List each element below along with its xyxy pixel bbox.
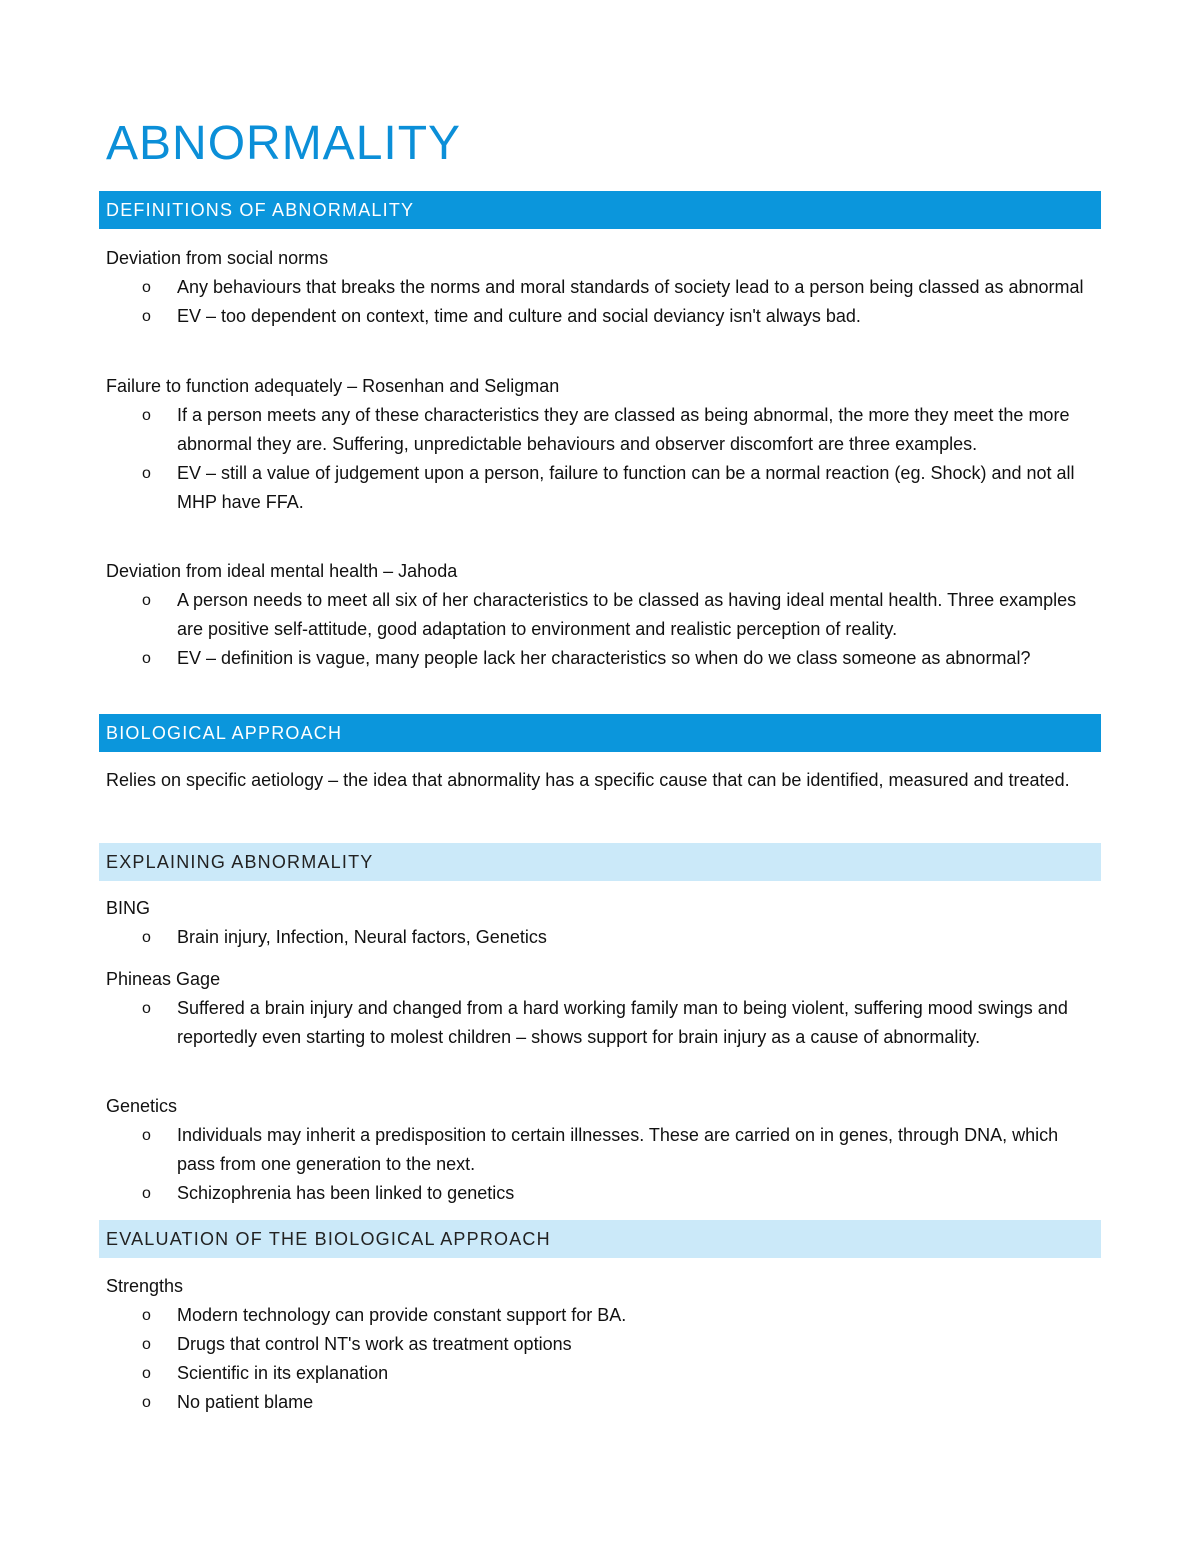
bullet-icon: o	[142, 592, 151, 609]
list-item: o Brain injury, Infection, Neural factors, Genetics	[106, 923, 1101, 952]
explaining-block-phineas-gage	[106, 965, 1101, 1052]
list-item: o Drugs that control NT's work as treatment options	[106, 1330, 1101, 1359]
explaining-block-bing	[106, 894, 1101, 952]
evaluation-block-strengths	[106, 1272, 1101, 1417]
subheading: Strengths	[106, 1276, 184, 1296]
section-heading-explaining: EXPLAINING ABNORMALITY	[99, 843, 1101, 881]
list-item: o EV – definition is vague, many people lack her characteristics so when do we class someone as abnormal?	[106, 644, 1101, 673]
bullet-list	[106, 994, 1101, 1052]
list-item: o Suffered a brain injury and changed from a hard working family man to being violent, suffering mood swings and reportedly even starting to molest children – shows support for brain injury as a cause of abnormality.	[106, 994, 1101, 1052]
list-item: o EV – still a value of judgement upon a person, failure to function can be a normal reaction (eg. Shock) and not all MHP have FFA.	[106, 459, 1101, 517]
bullet-icon: o	[142, 929, 151, 946]
bullet-icon: o	[142, 308, 151, 325]
bullet-list	[106, 1121, 1101, 1208]
section-heading-biological: BIOLOGICAL APPROACH	[99, 714, 1101, 752]
paragraph: Relies on specific aetiology – the idea that abnormality has a specific cause that can be identified, measured and treated.	[106, 770, 1070, 790]
bullet-list	[106, 273, 1101, 331]
section-heading-evaluation: EVALUATION OF THE BIOLOGICAL APPROACH	[99, 1220, 1101, 1258]
section-heading-definitions: DEFINITIONS OF ABNORMALITY	[99, 191, 1101, 229]
list-item: o No patient blame	[106, 1388, 1101, 1417]
subheading: Deviation from ideal mental health – Jahoda	[106, 561, 458, 581]
bullet-list	[106, 1301, 1101, 1417]
subheading: Phineas Gage	[106, 969, 221, 989]
bullet-icon: o	[142, 1127, 151, 1144]
bullet-list	[106, 401, 1101, 517]
list-item: o Schizophrenia has been linked to genetics	[106, 1179, 1101, 1208]
page-title: ABNORMALITY	[106, 117, 462, 170]
bullet-icon: o	[142, 407, 151, 424]
bullet-icon: o	[142, 1307, 151, 1324]
subheading: Deviation from social norms	[106, 248, 329, 268]
definition-block-social-norms	[106, 244, 1101, 331]
bullet-list	[106, 923, 1101, 952]
list-item: o Modern technology can provide constant support for BA.	[106, 1301, 1101, 1330]
bullet-icon: o	[142, 465, 151, 482]
subheading: Genetics	[106, 1096, 178, 1116]
list-item: o Scientific in its explanation	[106, 1359, 1101, 1388]
bullet-list	[106, 586, 1101, 673]
subheading: Failure to function adequately – Rosenhan and Seligman	[106, 376, 560, 396]
bullet-icon: o	[142, 1365, 151, 1382]
bullet-icon: o	[142, 1000, 151, 1017]
list-item: o Any behaviours that breaks the norms and moral standards of society lead to a person being classed as abnormal	[106, 273, 1101, 302]
bullet-icon: o	[142, 1394, 151, 1411]
biological-paragraph	[106, 766, 1101, 795]
bullet-icon: o	[142, 279, 151, 296]
list-item: o A person needs to meet all six of her characteristics to be classed as having ideal mental health. Three examples are positive self-attitude, good adaptation to environment and realistic perception of reality.	[106, 586, 1101, 644]
list-item: o If a person meets any of these characteristics they are classed as being abnormal, the more they meet the more abnormal they are. Suffering, unpredictable behaviours and observer discomfort are three examples.	[106, 401, 1101, 459]
subheading: BING	[106, 898, 151, 918]
bullet-icon: o	[142, 650, 151, 667]
definition-block-ideal-mental-health	[106, 557, 1101, 673]
definition-block-failure-to-function	[106, 372, 1101, 517]
list-item: o Individuals may inherit a predisposition to certain illnesses. These are carried on in genes, through DNA, which pass from one generation to the next.	[106, 1121, 1101, 1179]
explaining-block-genetics	[106, 1092, 1101, 1208]
bullet-icon: o	[142, 1336, 151, 1353]
list-item: o EV – too dependent on context, time and culture and social deviancy isn't always bad.	[106, 302, 1101, 331]
bullet-icon: o	[142, 1185, 151, 1202]
